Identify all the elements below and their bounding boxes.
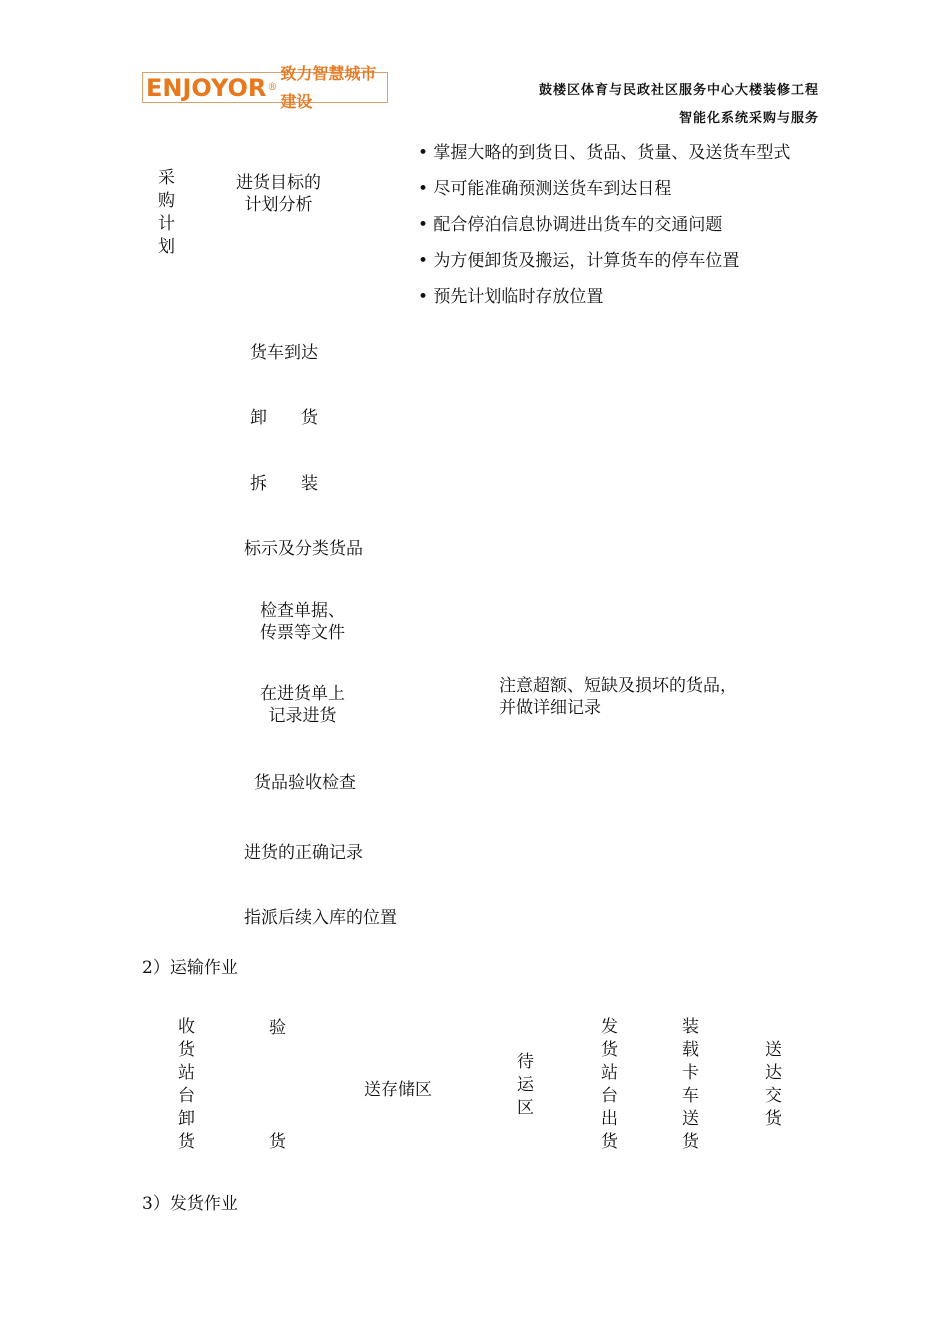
transport-col-unload: 收 货 站 台 卸 货 <box>178 1017 195 1152</box>
step-inspection: 货品验收检查 <box>254 773 356 793</box>
step-check-documents: 检查单据、 传票等文件 <box>260 601 345 643</box>
step-label-sort: 标示及分类货品 <box>244 539 363 559</box>
step-assign-location: 指派后续入库的位置 <box>244 908 397 928</box>
step-unload: 卸 货 <box>250 408 318 428</box>
plan-note: • 尽可能准确预测送货车到达日程 <box>418 179 672 199</box>
plan-note: • 配合停泊信息协调进出货车的交通问题 <box>418 215 723 235</box>
project-title-line2: 智能化系统采购与服务 <box>678 111 819 126</box>
logo-text-en: ENJOYOR <box>146 73 267 102</box>
company-logo <box>142 63 388 111</box>
step-plan-analysis: 进货目标的 计划分析 <box>236 173 321 215</box>
step-record-receipt: 在进货单上 记录进货 <box>260 684 345 726</box>
transport-col-storage: 送存储区 <box>364 1080 432 1100</box>
transport-col-inspect-top: 验 <box>269 1018 286 1038</box>
transport-col-inspect-bottom: 货 <box>269 1132 286 1152</box>
project-title-line1: 鼓楼区体育与民政社区服务中心大楼装修工程 <box>538 83 819 98</box>
step-correct-record: 进货的正确记录 <box>244 843 363 863</box>
logo-registered-mark: ® <box>267 82 278 93</box>
plan-note: • 为方便卸货及搬运，计算货车的停车位置 <box>418 251 740 271</box>
transport-col-waiting: 待 运 区 <box>517 1052 534 1118</box>
logo-text-cn: 致力智慧城市建设 <box>280 63 377 111</box>
transport-col-deliver: 送 达 交 货 <box>765 1040 782 1129</box>
transport-heading: 2）运输作业 <box>142 958 238 978</box>
transport-col-load-truck: 装 载 卡 车 送 货 <box>682 1017 699 1152</box>
record-note: 注意超额、短缺及损坏的货品， 并做详细记录 <box>499 676 737 718</box>
procurement-plan-label: 采 购 计 划 <box>158 168 175 257</box>
plan-note: • 预先计划临时存放位置 <box>418 287 604 307</box>
plan-note: • 掌握大略的到货日、货品、货量、及送货车型式 <box>418 143 791 163</box>
transport-col-ship-dock: 发 货 站 台 出 货 <box>601 1017 618 1152</box>
shipping-heading: 3）发货作业 <box>142 1194 238 1214</box>
plan-notes-list <box>418 142 790 322</box>
step-unpack: 拆 装 <box>250 474 318 494</box>
step-truck-arrival: 货车到达 <box>250 343 318 363</box>
